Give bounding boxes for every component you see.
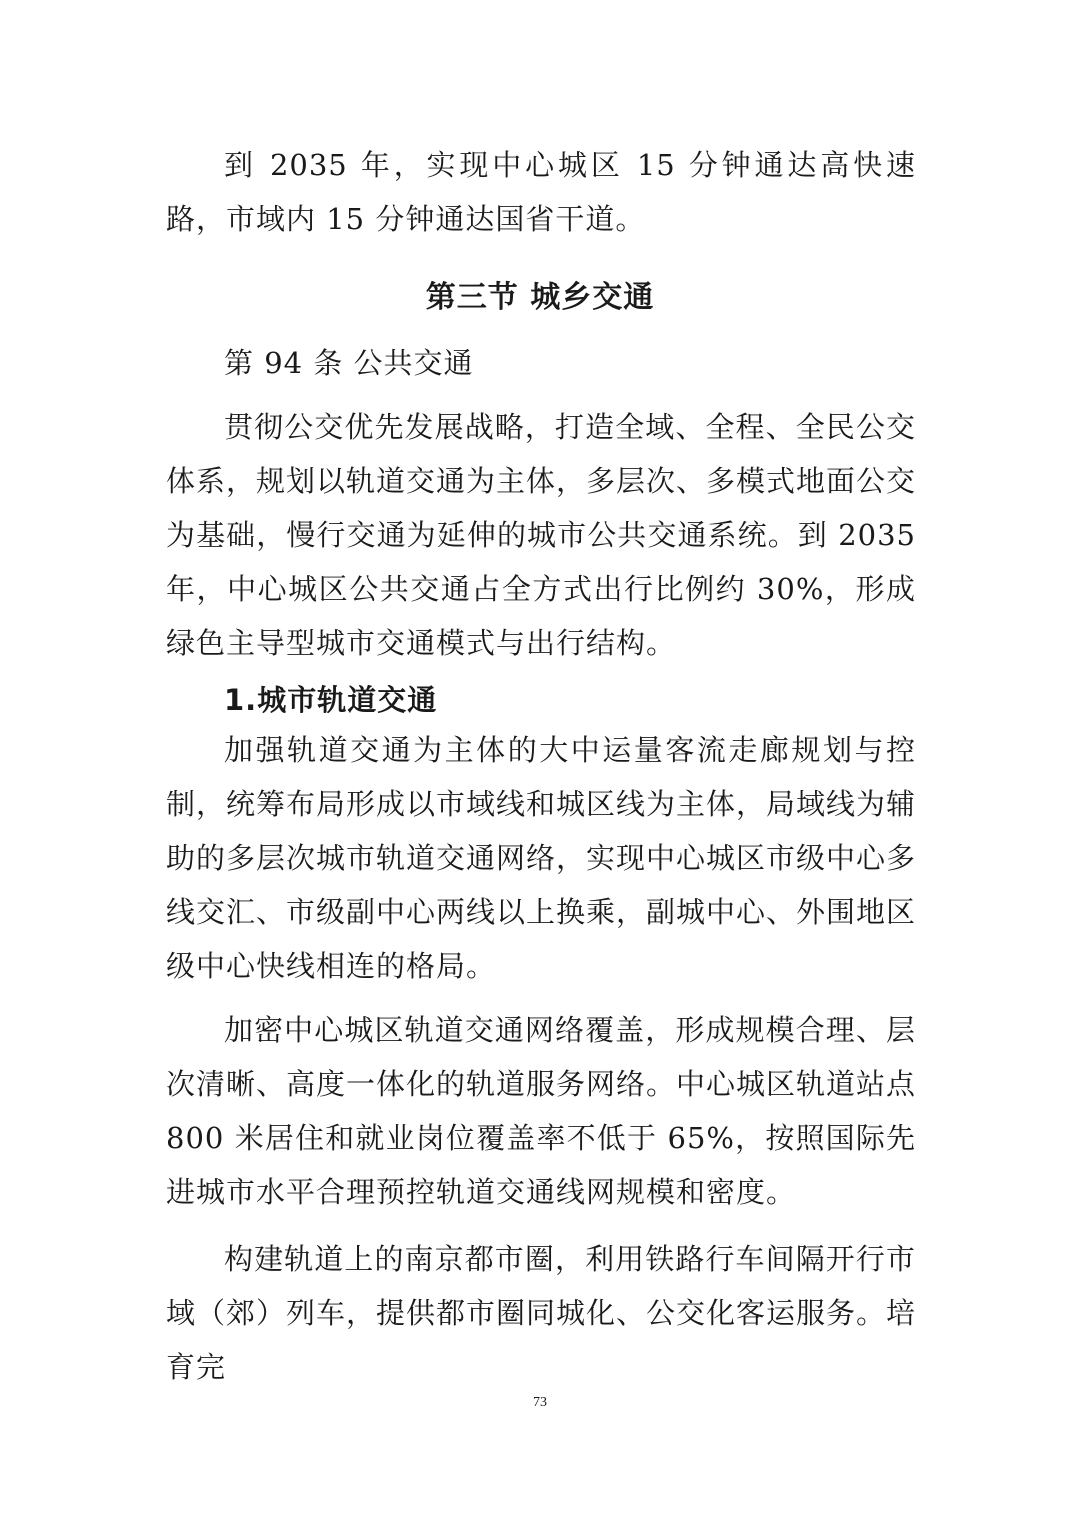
paragraph-public-transport: 贯彻公交优先发展战略，打造全域、全程、全民公交体系，规划以轨道交通为主体，多层次、多模式地面公交为基础，慢行交通为延伸的城市公共交通系统。到 2035 年，中心城区公共交通占全方式出行比例约 30%，形成绿色主导型城市交通模式与出行结构。 [166, 410, 917, 660]
section-title: 第三节 城乡交通 [425, 280, 655, 315]
article-title: 第 94 条 公共交通 [224, 346, 474, 380]
page-number: 73 [533, 1395, 547, 1410]
paragraph-expressway-access: 到 2035 年，实现中心城区 15 分钟通达高快速路，市域内 15 分钟通达国省干道。 [166, 148, 916, 236]
paragraph-rail-network-density: 加密中心城区轨道交通网络覆盖，形成规模合理、层次清晰、高度一体化的轨道服务网络。中心城区轨道站点 800 米居住和就业岗位覆盖率不低于 65%，按照国际先进城市水平合理预控轨道交通线网规模和密度。 [166, 1013, 917, 1209]
subheading-rail-transit: 1.城市轨道交通 [224, 683, 438, 717]
paragraph-metropolitan-rail: 构建轨道上的南京都市圈，利用铁路行车间隔开行市域（郊）列车，提供都市圈同城化、公交化客运服务。培育完 [166, 1242, 917, 1384]
paragraph-rail-corridor: 加强轨道交通为主体的大中运量客流走廊规划与控制，统筹布局形成以市域线和城区线为主体，局域线为辅助的多层次城市轨道交通网络，实现中心城区市级中心多线交汇、市级副中心两线以上换乘，副城中心、外围地区级中心快线相连的格局。 [166, 733, 917, 983]
